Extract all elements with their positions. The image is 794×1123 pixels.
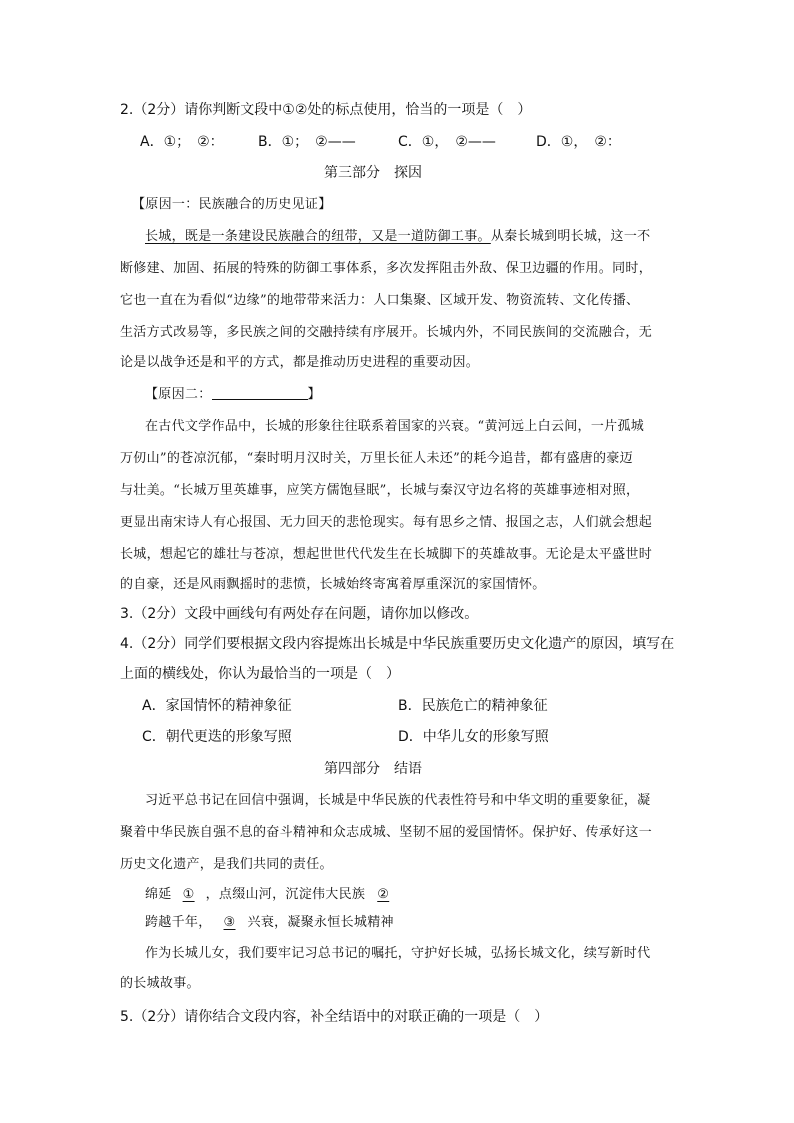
reason-1-line-1 — [145, 227, 650, 247]
answer-blank[interactable] — [212, 385, 308, 400]
reason-2-line-5: 长城，想起它的雄壮与苍凉，想起世世代代发生在长城脚下的英雄故事。无论是太平盛世时 — [120, 547, 653, 562]
reason-2-line-4: 更显出南宋诗人有心报国、无力回天的悲怆现实。每有思乡之情、报国之志，人们就会想起 — [120, 515, 653, 530]
question-4-option-d[interactable]: D．中华儿女的形象写照 — [398, 729, 549, 745]
couplet-blank-2[interactable]: ② — [377, 887, 390, 902]
question-4-option-a[interactable]: A．家国情怀的精神象征 — [142, 698, 292, 714]
reason-1-line-2: 断修建、加固、拓展的特殊的防御工事体系，多次发挥阻击外敌、保卫边疆的作用。同时， — [120, 261, 653, 276]
couplet-line-1: 绵延 ① ，点缀山河，沉淀伟大民族 ② — [145, 885, 401, 905]
part-3-title: 第三部分 探因 — [324, 165, 422, 181]
reason-2-line-2: 万仞山”的苍凉沉郁，“秦时明月汉时关，万里长征人未还”的耗今追昔，都有盛唐的豪迈 — [120, 451, 633, 466]
reason-2-heading: 【原因二： 】 — [145, 387, 321, 402]
couplet-blank-3[interactable]: ③ — [223, 915, 236, 930]
question-2-option-d[interactable]: D．①， ②： — [536, 134, 621, 150]
question-4-option-c[interactable]: C．朝代更迭的形象写照 — [142, 729, 292, 745]
question-4-stem-line-2: 上面的横线处，你认为最恰当的一项是（ ） — [120, 666, 400, 682]
reason-2-line-1: 在古代文学作品中，长城的形象往往联系着国家的兴衰。“黄河远上白云间，一片孤城 — [145, 419, 645, 434]
reason-1-line-5: 论是以战争还是和平的方式，都是推动历史进程的重要动因。 — [120, 355, 480, 370]
question-5-stem: 5.（2分）请你结合文段内容，补全结语中的对联正确的一项是（ ） — [120, 1009, 549, 1025]
closing-line-1: 作为长城儿女，我们要牢记习总书记的嘱托，守护好长城，弘扬长城文化，续写新时代 — [145, 946, 651, 961]
reason-2-line-3: 与壮美。“长城万里英雄事，应笑方儒饱昼眠”，长城与秦汉守边名将的英雄事迹相对照， — [120, 483, 640, 498]
part-4-line-2: 聚着中华民族自强不息的奋斗精神和众志成城、坚韧不屈的爱国情怀。保护好、传承好这一 — [120, 825, 653, 840]
question-4-stem-line-1: 4.（2分）同学们要根据文段内容提炼出长城是中华民族重要历史文化遗产的原因，填写在 — [120, 636, 675, 652]
reason-1-line-3: 它也一直在为看似“边缘”的地带带来活力：人口集聚、区域开发、物资流转、文化传播、 — [120, 293, 640, 308]
reason-1-line-4: 生活方式改易等，多民族之间的交融持续有序展开。长城内外，不同民族间的交流融合，无 — [120, 325, 653, 340]
part-4-title: 第四部分 结语 — [324, 761, 422, 777]
underlined-sentence: 长城，既是一条建设民族融合的纽带，又是一道防御工事。 — [145, 229, 491, 244]
reason-1-line-1-rest: 从秦长城到明长城，这一不 — [490, 229, 651, 244]
closing-line-2: 的长城故事。 — [120, 976, 200, 991]
question-2-stem: 2.（2分）请你判断文段中①②处的标点使用，恰当的一项是（ ） — [120, 102, 532, 118]
reason-2-line-6: 的自豪，还是风雨飘摇时的悲愤，长城始终寄寓着厚重深沉的家国情怀。 — [120, 577, 546, 592]
question-2-option-c[interactable]: C．①， ②—— — [398, 134, 496, 150]
question-2-option-a[interactable]: A．①； ②： — [140, 134, 224, 150]
couplet-line-2: 跨越千年， ③ 兴衰，凝聚永恒长城精神 — [145, 913, 394, 933]
part-4-line-1: 习近平总书记在回信中强调，长城是中华民族的代表性符号和中华文明的重要象征，凝 — [145, 793, 651, 808]
question-2-option-b[interactable]: B．①； ②—— — [258, 134, 356, 150]
question-4-option-b[interactable]: B．民族危亡的精神象征 — [398, 698, 548, 714]
couplet-blank-1[interactable]: ① — [182, 887, 195, 902]
part-4-line-3: 历史文化遗产，是我们共同的责任。 — [120, 857, 333, 872]
reason-1-heading: 【原因一：民族融合的历史见证】 — [132, 197, 332, 212]
question-3-stem: 3.（2分）文段中画线句有两处存在问题，请你加以修改。 — [120, 606, 479, 622]
